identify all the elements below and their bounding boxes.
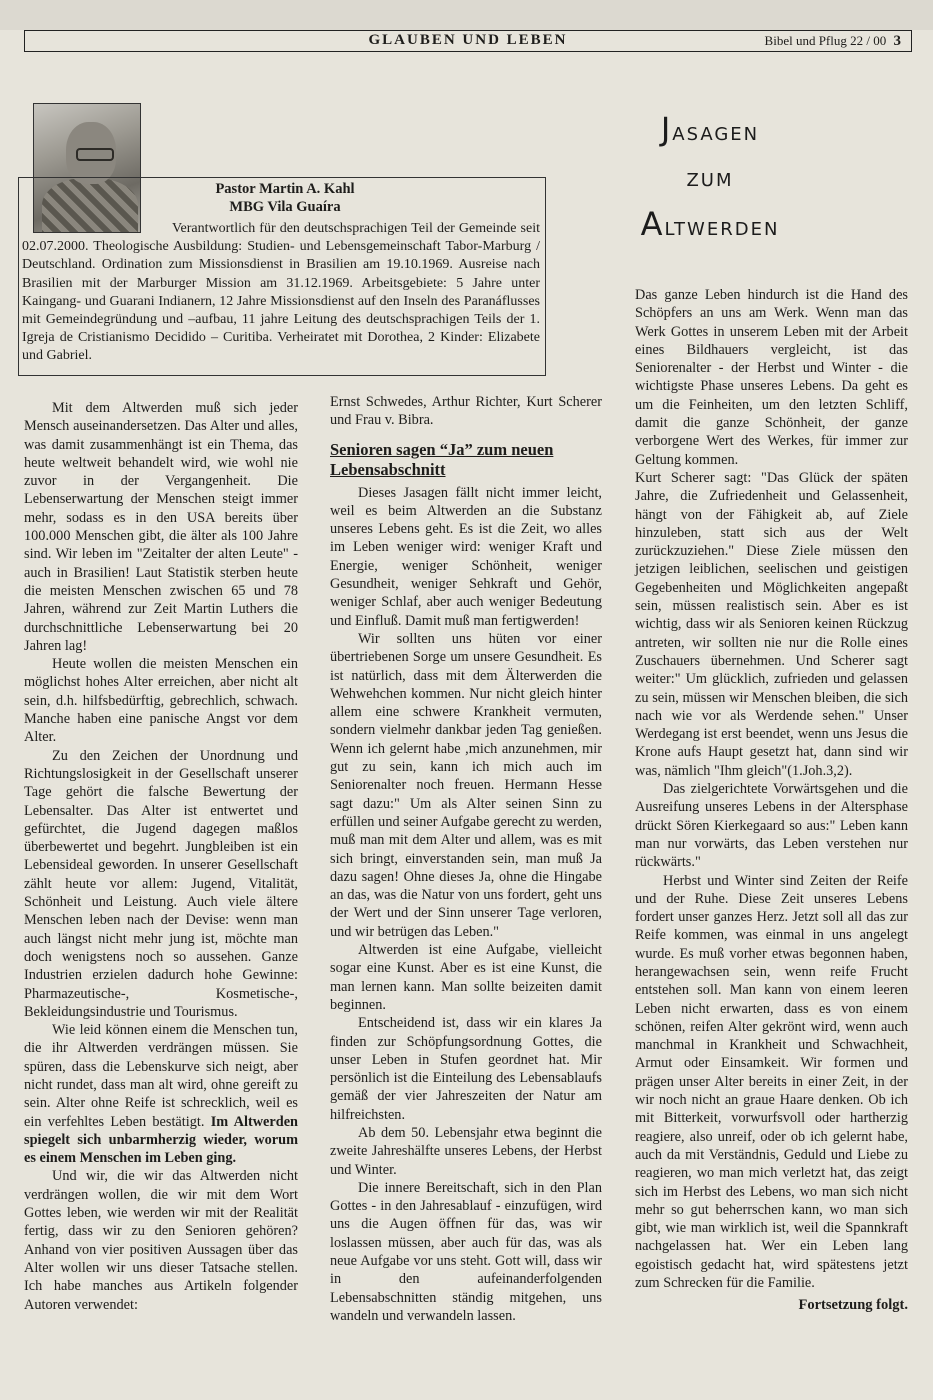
- author-name: Pastor Martin A. Kahl: [215, 181, 355, 197]
- paragraph: Heute wollen die meisten Menschen ein möglichst hohes Alter erreichen, aber nicht alt sein, d.h. hilfsbedürftig, gebrechlich, schwach. Manche haben eine panische Angst vor dem Alter.: [24, 656, 298, 746]
- paragraph: Kurt Scherer sagt: "Das Glück der späten Jahre, die Zufriedenheit und Gelassenheit, hängt von der Fähigkeit ab, auf Ziele hinzuleben, statt sich aus der Welt zurückzuziehen." Diese Ziele müssen den jetzigen leiblichen, seelischen und geistigen Gegebenheiten und Möglichkeiten angepaßt sein, müssen realistisch sein. Aber es ist wichtig, dass wir als Senioren keinen Rückzug antreten, wir sollten nie nur die Rolle eines Zuschauers übernehmen. Und Scherer sagt weiter:" Um glücklich, zufrieden und gelassen zu sein, müssen wir Menschen bleiben, die sich nach wie vor als Werdende sehen." Unser Werdegang ist erst beendet, wenn uns Jesus die Krone aufs Haupt gesetzt hat, dann sind wir was, nämlich "Ihm gleich"(1.Joh.3,2).: [635, 469, 908, 779]
- paragraph: Das ganze Leben hindurch ist die Hand des Schöpfers an uns am Werk. Wenn man das Werk Gottes in unserem Leben mit der Arbeit eines Bildhauers vergleicht, ist das Seniorenalter - der Herbst und Winter - die wichtigste Phase unseres Lebens. Da geht es um die Feinheiten, um den letzten Schliff, damit die ganze Schönheit, der ganze verborgene Wert des Werkes, für immer zur Geltung kommen.: [635, 287, 908, 468]
- issue-info: [765, 33, 901, 50]
- paragraph: Entscheidend ist, dass wir ein klares Ja finden zur Schöpfungsordnung Gottes, die unser Leben in Stufen geordnet hat. Mir persönlich ist die Einteilung des Lebensablaufs gemäß der vier Jahreszeiten der Natur am hilfreichsten.: [330, 1015, 602, 1123]
- paragraph: Herbst und Winter sind Zeiten der Reife und der Ruhe. Diese Zeit unseres Lebens fordert unser ganzes Herz. Jetzt soll all das zur Reife kommen, was einmal in uns angelegt wurde. Es muß vorher etwas begonnen haben, herangewachsen sein, wenn reife Frucht entstehen soll. Man kann von einem leeren Leben nicht erwarten, dass es von einem schönen, reifen Alter gekrönt wird, wenn auch manchmal in Krankheit und Schwachheit, Armut oder Einsamkeit. Wir formen und prägen unser Alter bereits in einer Zeit, in der wir noch nicht an graue Haare denken. Ob ich mit Bitterkeit, vorwurfsvoll oder hartherzig reagiere, also unreif, oder ob ich gelernt habe, auch da mit Verständnis, Geduld und Liebe zu reagieren, wo man mich verletzt hat, das zeigt sich im Herbst des Lebens, wo man sich nicht mehr so gut beherrschen kann, wo man sich gibt, wie man wirklich ist, weil die Spannkraft nachgelassen hat. Wer ein Leben lang egoistisch gedacht hat, wird spätestens jetzt zum Schrecken für die Familie.: [635, 872, 908, 1292]
- emphasis-text: Im Altwerden spiegelt sich unbarmherzig wieder, worum es einem Menschen im Leben ging.: [24, 1113, 298, 1167]
- author-bio: [22, 220, 540, 366]
- subheading: Senioren sagen “Ja” zum neuen Lebensabschnitt: [330, 439, 554, 479]
- continued-note: Fortsetzung folgt.: [798, 1297, 908, 1314]
- title-line-3: Altwerden: [640, 205, 780, 243]
- section-title: GLAUBEN UND LEBEN: [368, 32, 568, 48]
- previous-page-bleed: [0, 0, 933, 30]
- author-place: MBG Vila Guaíra: [229, 199, 341, 215]
- paragraph: Dieses Jasagen fällt nicht immer leicht, weil es beim Altwerden an die Substanz unseres Lebens geht. Es ist die Zeit, wo alles im Leben weniger wird: weniger Kraft und Energie, weniger Schönheit, weniger Gesundheit, weniger Sehkraft und Gehör, weniger Schlaf, aber auch weniger Bedeutung und Einfluß. Damit muß man fertigwerden!: [330, 484, 602, 629]
- paragraph: Das zielgerichtete Vorwärtsgehen und die Ausreifung unseres Lebens in der Altersphase drückt Sören Kierkegaard so aus:" Leben kann man nur vorwärts, das Leben verstehen nur rückwärts.": [635, 781, 908, 871]
- column-3: [635, 286, 908, 1315]
- paragraph: Und wir, die wir das Altwerden nicht verdrängen wollen, die wir mit dem Wort Gottes leben, wie werden wir mit der Realität fertig, dass wir zu den Senioren gehören? Anhand von vier positiven Aussagen über das Alter wollen wir uns dieser Tatsache stellen. Ich habe manches aus Artikeln folgender Autoren verwendet:: [24, 1168, 298, 1313]
- column-1: [24, 399, 298, 1314]
- paragraph: Die innere Bereitschaft, sich in den Plan Gottes - in den Jahresablauf - einzufügen, wird uns die Augen öffnen für das, was wir loslassen müssen, aber auch für das, was als neue Aufgabe vor uns steht. Gott will, dass wir in den aufeinanderfolgenden Lebensabschnitten ständig mitgehen, uns wandeln und verwandeln lassen.: [330, 1179, 602, 1324]
- article-title: [560, 106, 860, 250]
- paragraph: Wie leid können einem die Menschen tun, die ihr Altwerden verdrängen müssen. Sie spüren, dass die Lebenskurve sich neigt, aber nicht rundet, dass man alt wird, ohne gereift zu sein. Alter ohne Reife ist schrecklich, weil es ein verfehltes Leben bestätigt. Im Altwerden spiegelt sich unbarmherzig wieder, worum es einem Menschen im Leben ging.: [24, 1022, 298, 1167]
- page-number: 3: [893, 33, 901, 49]
- title-line-1: Jasagen: [660, 110, 760, 148]
- paragraph: Mit dem Altwerden muß sich jeder Mensch auseinandersetzen. Das Alter und alles, was damit zusammenhängt ist ein Thema, das heute weltweit behandelt wird, wie wohl nie zuvor in der Vergangenheit. Die Lebenserwartung der Menschen steigt immer mehr, sodass es in den USA bereits über 100.000 Menschen gibt, die älter als 100 Jahre sind. Wir leben im "Zeitalter der alten Leute" - auch in Brasilien! Laut Statistik sterben heute die meisten Menschen zwischen 65 und 78 Jahren, während zur Zeit Martin Luthers die durchschnittliche Lebenserwartung bei 20 Jahren lag!: [24, 400, 298, 654]
- title-line-2: zum: [686, 163, 734, 193]
- paragraph: Wir sollten uns hüten vor einer übertriebenen Sorge um unsere Gesundheit. Es ist natürlich, dass mit dem Älterwerden die Wehwehchen kommen. Nur nicht gleich hinter allem eine schwere Krankheit vermuten, sondern vielmehr dankbar jeden Tag genießen. Wenn ich gelernt habe ,mich anzunehmen, mir gut zu sein, kann ich mich auch im Seniorenalter noch freuen. Hermann Hesse sagt dazu:" Um als Alter seinen Sinn zu erfüllen und seiner Aufgabe gerecht zu werden, muß man mit dem Alter und allem, was es mit sich bringt, einverstanden sein, man muß Ja dazu sagen! Ohne dieses Ja, ohne die Hingabe an das, was die Natur von uns fordert, geht uns der Wert und der Sinn unserer Tage verloren, und wir betrügen das Leben.": [330, 630, 602, 940]
- paragraph: Ernst Schwedes, Arthur Richter, Kurt Scherer und Frau v. Bibra.: [330, 394, 602, 429]
- publication-name: Bibel und Pflug: [764, 33, 847, 48]
- author-bio-text: Verantwortlich für den deutschsprachigen Teil der Gemeinde seit 02.07.2000. Theologische Ausbildung: Studien- und Lebensgemeinschaft Tabor-Marburg / Deutschland. Ordination zum Missionsdienst in Brasilien am 19.10.1969. Ausreise nach Brasilien mit der Marburger Mission am 31.12.1969. Arbeitsgebiete: 5 Jahre unter Kaingang- und Guarani Indianern, 12 Jahre Missionsdienst auf den Inseln des Paranáflusses mit Gemeindegründung und –aufbau, 11 jahre Leitung des deutschsprachigen Teils der 1. Igreja de Cristianismo Decidido – Curitiba. Verheiratet mit Dorothea, 2 Kinder: Elizabete und Gabriel.: [22, 221, 540, 364]
- paragraph: Ab dem 50. Lebensjahr etwa beginnt die zweite Jahreshälfte unseres Lebens, der Herbst und Winter.: [330, 1124, 602, 1178]
- page-header: [24, 30, 912, 52]
- author-byline: [170, 180, 400, 216]
- paragraph: Zu den Zeichen der Unordnung und Richtungslosigkeit in der Gesellschaft unserer Tage gehört die falsche Bewertung der Lebensalter. Das Alter ist entwertet und gefürchtet, die Jugend dagegen maßlos überbewertet und begehrt. Jungbleiben ist ein Lebensideal geworden. In unserer Gesellschaft zählt heute vor allem: Jugend, Vitalität, Schönheit und Leistung. Auch viele ältere Menschen leben nach der Devise: wenn man auch längst nicht mehr jung ist, möchte man doch wenigstens noch so aussehen. Ganze Industrien erzielen dadurch hohe Gewinne: Pharmazeutische-, Kosmetische-, Bekleidungsindustrie und Tourismus.: [24, 747, 298, 1020]
- paragraph: Altwerden ist eine Aufgabe, vielleicht sogar eine Kunst. Aber es ist eine Kunst, die man lernen kann. Man sollte beizeiten damit beginnen.: [330, 942, 602, 1013]
- issue-number: 22 / 00: [850, 33, 887, 48]
- column-2: [330, 393, 602, 1325]
